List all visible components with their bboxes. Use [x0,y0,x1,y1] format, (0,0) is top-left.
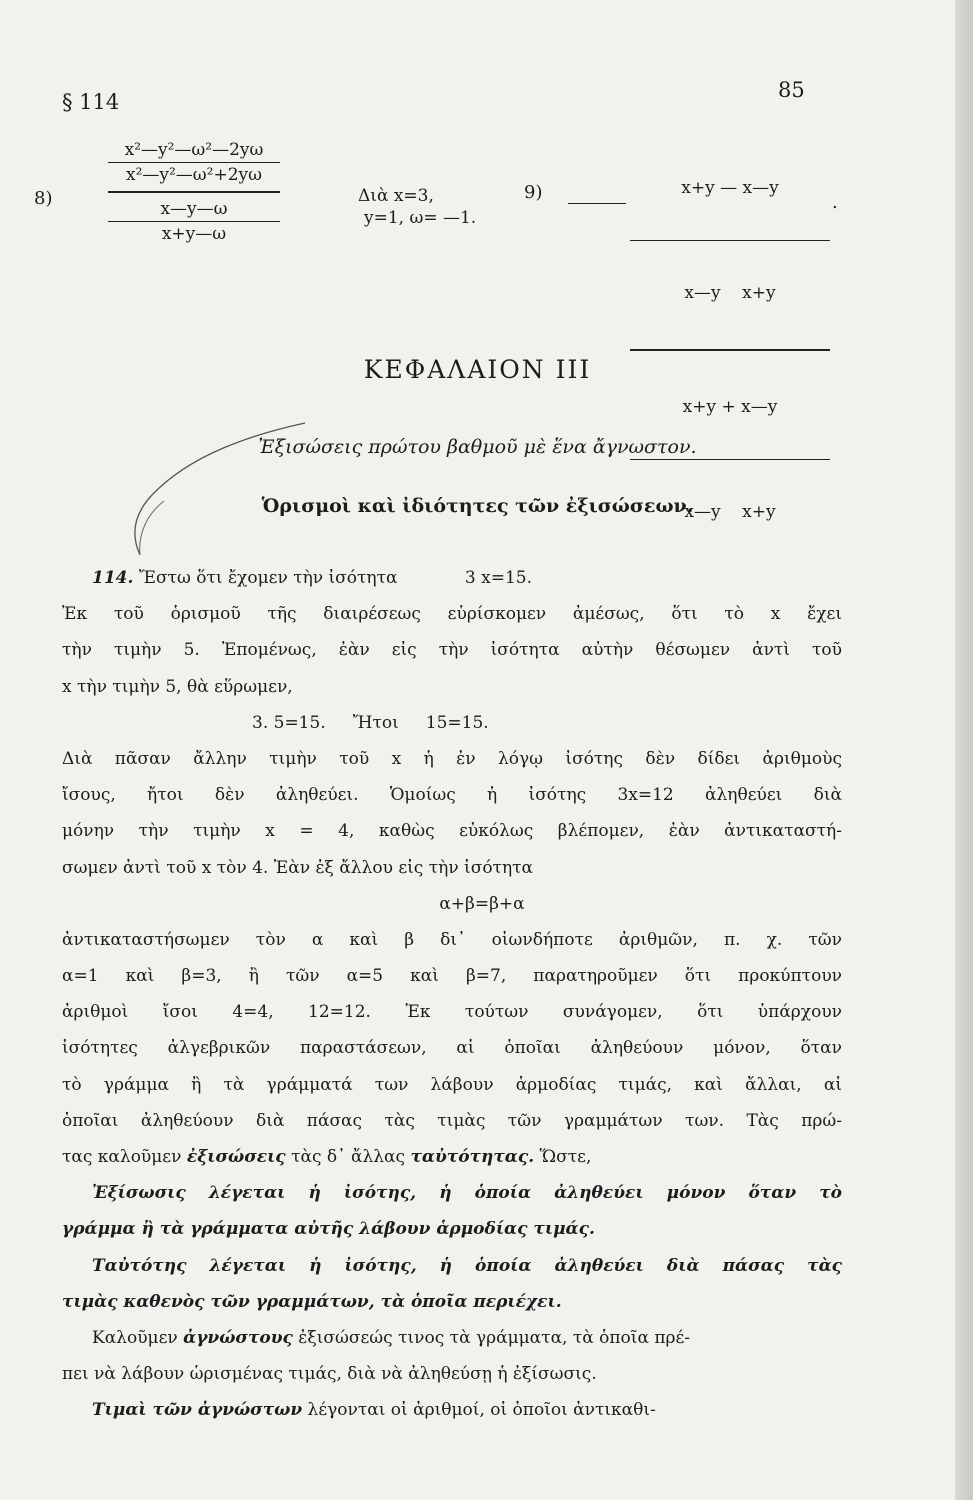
text-line: ἀριθμοὶ ἴσοι 4=4, 12=12. Ἐκ τούτων συνάγομεν, ὅτι ὑπάρχουν [62,1002,842,1023]
pencil-mark [80,415,310,565]
text-line: ἰσότητες ἀλγεβρικῶν παραστάσεων, αἱ ὁποῖαι ἀληθεύουν μόνον, ὅταν [62,1038,842,1059]
body-text [62,560,842,1429]
chapter-subtitle: Ἐξισώσεις πρώτου βαθμοῦ μὲ ἕνα ἄγνωστον. [258,436,697,458]
section-title: Ὁρισμοὶ καὶ ἰδιότητες τῶν ἐξισώσεων. [261,495,694,517]
equation-line: 3. 5=15. Ἤτοι 15=15. [252,712,489,733]
exercise-8-bottom-denominator: x+y—ω [161,224,227,244]
exercise-8-top-denominator: x²—y²—ω²+2yω [125,165,263,185]
text-line: Διὰ πᾶσαν ἄλλην τιμὴν τοῦ x ἡ ἐν λόγῳ ἰσότης δὲν δίδει ἀριθμοὺς [62,748,842,769]
text-line: τὴν τιμὴν 5. Ἐπομένως, ἐὰν εἰς τὴν ἰσότητα αὐτὴν θέσωμεν ἀντὶ τοῦ [62,640,842,661]
term-values-of-unknowns: Τιμαὶ τῶν ἀγνώστων [92,1400,303,1421]
text-line: μόνην τὴν τιμὴν x = 4, καθὼς εὐκόλως βλέπομεν, ἐὰν ἀντικαταστή- [62,821,842,842]
exercise-9-leader-line [568,203,626,204]
exercise-9-top-numerator: x+y — x—y [681,178,779,198]
exercise-8-note-line2: y=1, ω= —1. [364,208,477,228]
text-span: τας καλοῦμεν [62,1147,182,1167]
term-equations: ἐξισώσεις [186,1147,286,1167]
text-line [62,1320,842,1356]
paragraph-number: 114. [92,568,134,588]
definition-identity-line2: τιμὰς καθενὸς τῶν γραμμάτων, τὰ ὁποῖα περιέχει. [62,1291,562,1312]
main-fraction-bar [108,191,280,193]
exercise-9-bottom-denominator: x—y x+y [684,502,776,522]
text-span: ἐξισώσεώς τινος τὰ γράμματα, τὰ ὁποῖα πρέ- [298,1327,691,1348]
text-span: Ὥστε, [539,1147,592,1167]
page-edge [955,0,973,1500]
exercise-9-bottom-numerator: x+y + x—y [682,397,778,417]
paragraph-114-line1 [62,560,842,596]
main-fraction-bar [630,349,830,351]
text-line: α=1 καὶ β=3, ἢ τῶν α=5 καὶ β=7, παρατηροῦμεν ὅτι προκύπτουν [62,966,842,987]
term-unknowns: ἀγνώστους [183,1327,293,1348]
fraction-bar [630,240,830,241]
text-line: ὁποῖαι ἀληθεύουν διὰ πάσας τὰς τιμὰς τῶν γραμμάτων των. Τὰς πρώ- [62,1110,842,1131]
definition-equation-line1: Ἐξίσωσις λέγεται ἡ ἰσότης, ἡ ὁποία ἀληθεύει μόνον ὅταν τὸ [92,1183,842,1204]
fraction-bar [108,221,280,222]
term-identities: ταὐτότητας. [410,1147,535,1167]
text-span: λέγονται οἱ ἀριθμοί, οἱ ὁποῖοι ἀντικαθι- [307,1400,656,1421]
definition-equation-line2: γράμμα ἢ τὰ γράμματα αὐτῆς λάβουν ἁρμοδίας τιμάς. [62,1219,595,1240]
chapter-title: ΚΕΦΑΛΑΙΟΝ ΙΙΙ [363,355,592,384]
text-line: σωμεν ἀντὶ τοῦ x τὸν 4. Ἐὰν ἐξ ἄλλου εἰς τὴν ἰσότητα [62,857,534,878]
equation: 3 x=15. [464,568,532,588]
exercise-8-bottom-numerator: x—y—ω [160,199,228,219]
exercise-9-period: . [832,192,838,213]
text-line [62,1139,842,1175]
exercise-8-note [300,185,476,229]
text-span: τὰς δ᾽ ἄλλας [291,1147,406,1167]
exercise-8-top-numerator: x²—y²—ω²—2yω [124,140,264,160]
text-line: x τὴν τιμὴν 5, θὰ εὕρωμεν, [62,676,293,697]
text-line: ἴσους, ἤτοι δὲν ἀληθεύει. Ὁμοίως ἡ ἰσότης 3x=12 ἀληθεύει διὰ [62,785,842,806]
text-span: Καλοῦμεν [92,1327,178,1348]
exercise-8-label: 8) [34,188,53,209]
text-line: Ἐκ τοῦ ὁρισμοῦ τῆς διαιρέσεως εὑρίσκομεν ἀμέσως, ὅτι τὸ x ἔχει [62,604,842,625]
exercise-9-top-denominator: x—y x+y [684,283,776,303]
fraction-bar [630,459,830,460]
page-number: 85 [778,78,805,102]
section-number: § 114 [62,90,120,114]
exercise-8-fraction [108,140,280,244]
text-line: ἀντικαταστήσωμεν τὸν α καὶ β δι᾽ οἱωνδήποτε ἀριθμῶν, π. χ. τῶν [62,929,842,950]
line-text: Ἔστω ὅτι ἔχομεν τὴν ἰσότητα [138,568,398,588]
exercise-8-note-line1: Διὰ x=3, [358,186,434,206]
equation-line: α+β=β+α [439,893,525,914]
definition-identity-line1: Ταὐτότης λέγεται ἡ ἰσότης, ἡ ὁποία ἀληθεύει διὰ πάσας τὰς [92,1255,842,1276]
text-line: πει νὰ λάβουν ὡρισμένας τιμάς, διὰ νὰ ἀληθεύσῃ ἡ ἐξίσωσις. [62,1364,597,1385]
text-line: τὸ γράμμα ἢ τὰ γράμματά των λάβουν ἁρμοδίας τιμάς, καὶ ἄλλαι, αἱ [62,1074,842,1095]
text-line [62,1392,842,1428]
fraction-bar [108,162,280,163]
exercise-9-label: 9) [524,182,543,203]
